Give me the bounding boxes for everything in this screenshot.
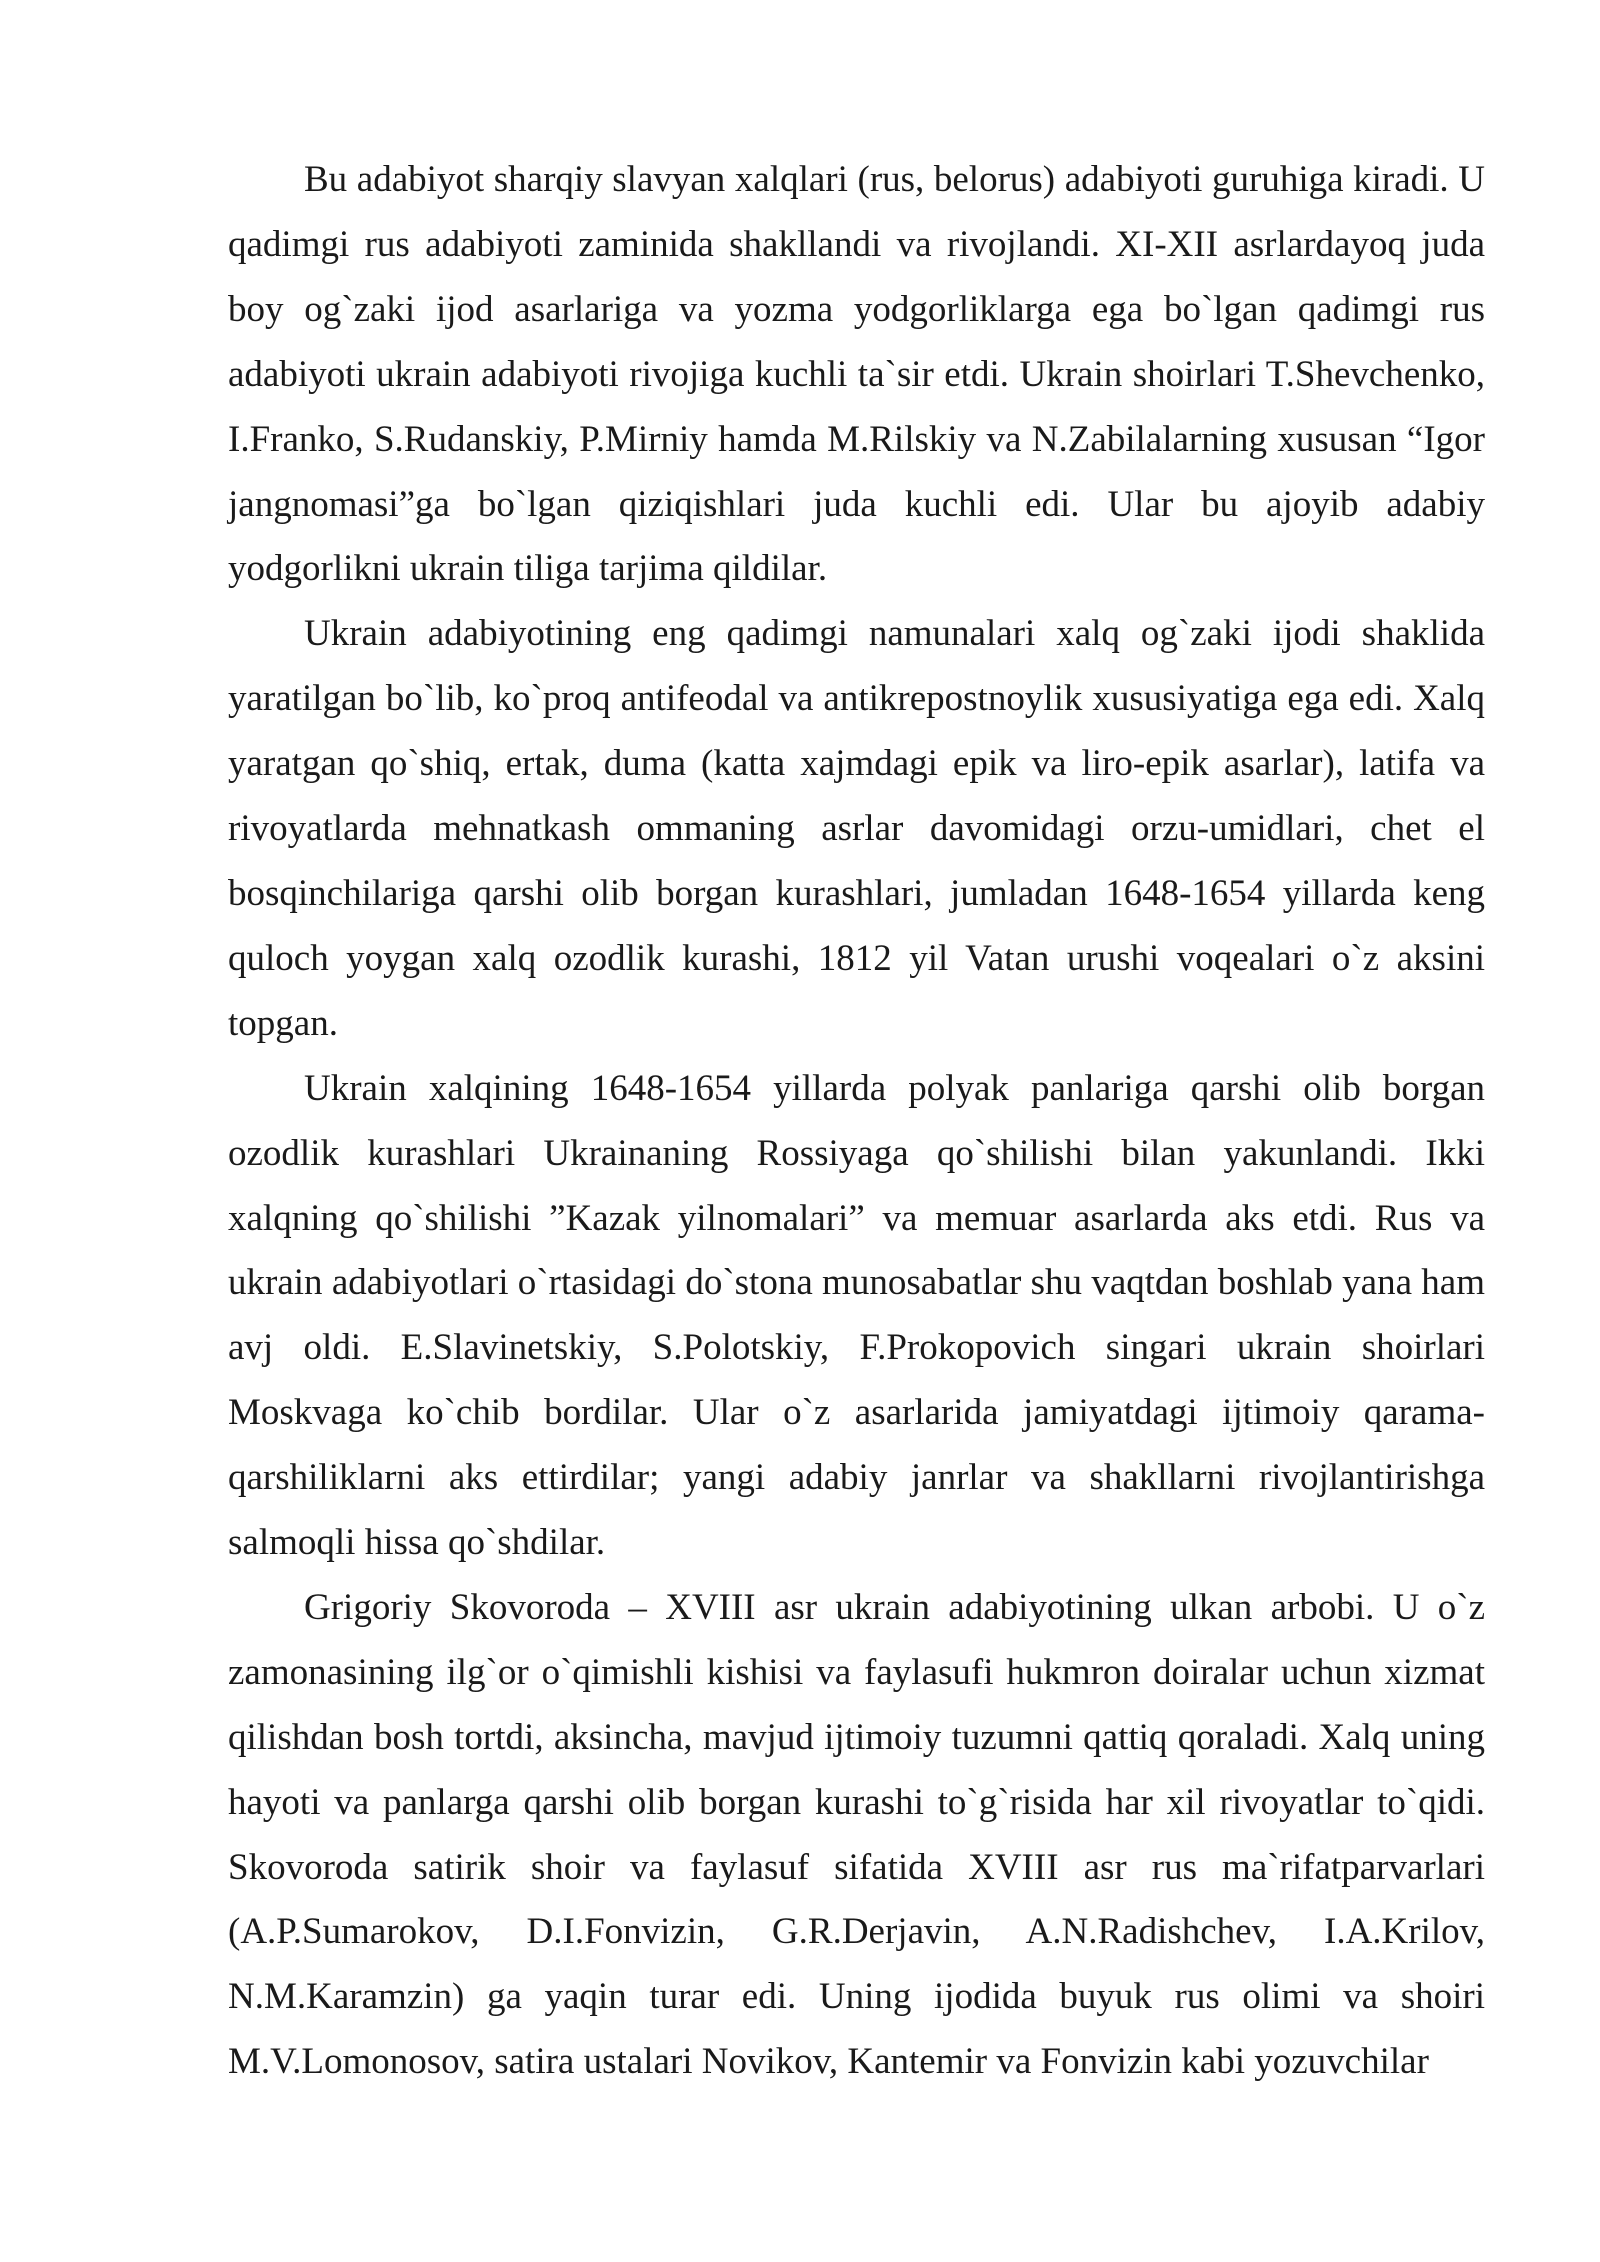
body-text xyxy=(228,148,1485,2095)
paragraph-4: Grigoriy Skovoroda – XVIII asr ukrain adabiyotining ulkan arbobi. U o`z zamonasining ilg`or o`qimishli kishisi va faylasufi hukmron doiralar uchun xizmat qilishdan bosh tortdi, aksincha, mavjud ijtimoiy tuzumni qattiq qoraladi. Xalq uning hayoti va panlarga qarshi olib borgan kurashi to`g`risida har xil rivoyatlar to`qidi. Skovoroda satirik shoir va faylasuf sifatida XVIII asr rus ma`rifatparvarlari (A.P.Sumarokov, D.I.Fonvizin, G.R.Derjavin, A.N.Radishchev, I.A.Krilov, N.M.Karamzin) ga yaqin turar edi. Uning ijodida buyuk rus olimi va shoiri M.V.Lomonosov, satira ustalari Novikov, Kantemir va Fonvizin kabi yozuvchilar xyxy=(228,1586,1485,2083)
paragraph-1: Bu adabiyot sharqiy slavyan xalqlari (rus, belorus) adabiyoti guruhiga kiradi. U qadimgi rus adabiyoti zaminida shakllandi va rivojlandi. XI-XII asrlardayoq juda boy og`zaki ijod asarlariga va yozma yodgorliklarga ega bo`lgan qadimgi rus adabiyoti ukrain adabiyoti rivojiga kuchli ta`sir etdi. Ukrain shoirlari T.Shevchenko, I.Franko, S.Rudanskiy, P.Mirniy hamda M.Rilskiy va N.Zabilalarning xususan “Igor jangnomasi”ga bo`lgan qiziqishlari juda kuchli edi. Ular bu ajoyib adabiy yodgorlikni ukrain tiliga tarjima qildilar. xyxy=(228,159,1485,590)
paragraph-2: Ukrain adabiyotining eng qadimgi namunalari xalq og`zaki ijodi shaklida yaratilgan bo`lib, ko`proq antifeodal va antikrepostnoylik xususiyatiga ega edi. Xalq yaratgan qo`shiq, ertak, duma (katta xajmdagi epik va liro-epik asarlar), latifa va rivoyatlarda mehnatkash ommaning asrlar davomidagi orzu-umidlari, chet el bosqinchilariga qarshi olib borgan kurashlari, jumladan 1648-1654 yillarda keng quloch yoygan xalq ozodlik kurashi, 1812 yil Vatan urushi voqealari o`z aksini topgan. xyxy=(228,613,1485,1044)
paragraph-3: Ukrain xalqining 1648-1654 yillarda polyak panlariga qarshi olib borgan ozodlik kurashlari Ukrainaning Rossiyaga qo`shilishi bilan yakunlandi. Ikki xalqning qo`shilishi ”Kazak yilnomalari” va memuar asarlarda aks etdi. Rus va ukrain adabiyotlari o`rtasidagi do`stona munosabatlar shu vaqtdan boshlab yana ham avj oldi. E.Slavinetskiy, S.Polotskiy, F.Prokopovich singari ukrain shoirlari Moskvaga ko`chib bordilar. Ular o`z asarlarida jamiyatdagi ijtimoiy qarama-qarshiliklarni aks ettirdilar; yangi adabiy janrlar va shakllarni rivojlantirishga salmoqli hissa qo`shdilar. xyxy=(228,1067,1485,1564)
